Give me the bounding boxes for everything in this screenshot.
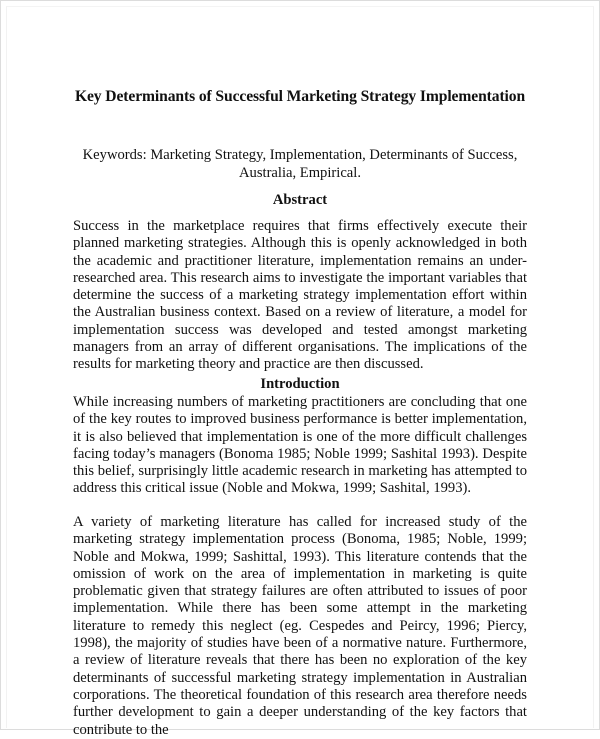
- introduction-paragraph: While increasing numbers of marketing practitioners are concluding that one of the key routes to improved business performance is better implementation, it is also believed that implementation is one of the more difficult challenges facing today’s managers (Bonoma 1985; Noble 1999; Sashital 1993). Despite this belief, surprisingly little academic research in marketing has attempted to address this critical issue (Noble and Mokwa, 1999; Sashital, 1993).: [73, 394, 527, 497]
- introduction-heading: Introduction: [260, 376, 340, 392]
- abstract-text: Success in the marketplace requires that firms effectively execute their planned marketing strategies. Although this is openly acknowledged in both the academic and practitioner literature, implementation remains an under-researched area. This research aims to investigate the important variables that determine the success of a marketing strategy implementation effort within the Australian business context. Based on a review of literature, a model for implementation success was developed and tested amongst marketing managers from an array of different organisations. The implications of the results for marketing theory and practice are then discussed.: [73, 218, 527, 373]
- abstract-heading: Abstract: [272, 192, 328, 208]
- keywords: Keywords: Marketing Strategy, Implementation, Determinants of Success, Australia, Empirical.: [82, 147, 518, 181]
- introduction-paragraph: A variety of marketing literature has called for increased study of the marketing strategy implementation process (Bonoma, 1985; Noble, 1999; Noble and Mokwa, 1999; Sashittal, 1993). This literature contends that the omission of work on the area of implementation in marketing is quite problematic given that strategy failures are often attributed to issues of poor implementation. While there has been some attempt in the marketing literature to remedy this neglect (eg. Cespedes and Peircy, 1996; Piercy, 1998), the majority of studies have been of a normative nature. Furthermore, a review of literature reveals that there has been no exploration of the key determinants of successful marketing strategy implementation in Australian corporations. The theoretical foundation of this research area therefore needs further development to gain a deeper understanding of the key factors that contribute to the: [73, 514, 527, 738]
- paper-title: Key Determinants of Successful Marketing Strategy Implementation: [74, 88, 526, 105]
